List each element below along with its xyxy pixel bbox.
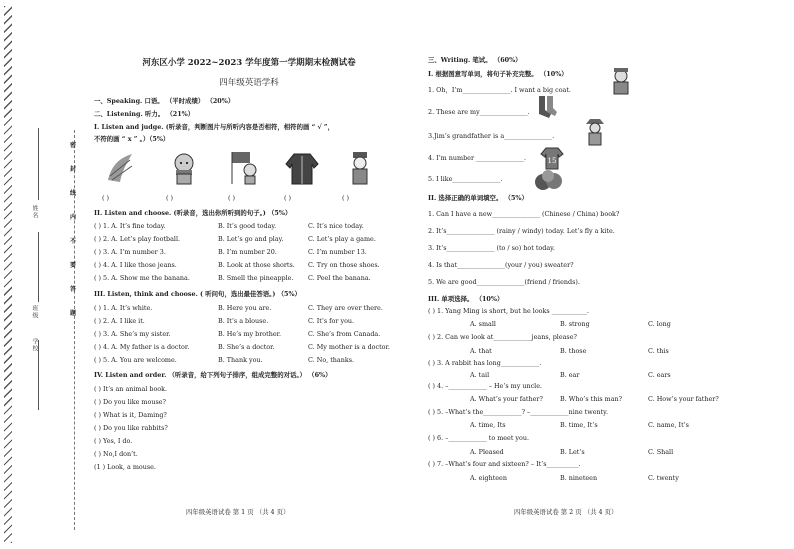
mc-option-b: B. ear <box>560 371 580 379</box>
seal-char: 要 <box>70 262 77 269</box>
mc-question: ( ) 7. –What’s four and sixteen? – It’s__________. <box>428 460 581 468</box>
name-line <box>38 128 39 200</box>
judge-answer-paren[interactable]: ( ) <box>284 194 292 202</box>
mc-option-c: C. Shall <box>648 448 674 456</box>
choose-row: ( ) 2. A. Let’s play football. <box>94 235 181 243</box>
mc-option-c: C. this <box>648 347 669 355</box>
mc-option-b: B. those <box>560 347 587 355</box>
mc-question: ( ) 3. A rabbit has long____________. <box>428 359 542 367</box>
girl-scarf-picture-icon <box>166 150 202 186</box>
number-shirt-picture-icon <box>540 146 564 170</box>
think-option-c: C. My mother is a doctor. <box>308 343 390 351</box>
judge-answer-paren[interactable]: ( ) <box>342 194 350 202</box>
choose-row: ( ) 3. A. I’m number 3. <box>94 248 166 256</box>
order-row: ( ) Do you like rabbits? <box>94 424 168 432</box>
order-row: ( ) What is it, Daming? <box>94 411 167 419</box>
word-choice-row: 2. It’s_______________ (rainy / windy) today. Let’s fly a kite. <box>428 227 615 235</box>
page-footer: 四年级英语试卷 第 2 页 （共 4 页） <box>514 508 618 516</box>
seal-char: 内 <box>70 214 77 221</box>
class-line <box>38 232 39 302</box>
think-row: ( ) 2. A. I like it. <box>94 317 145 325</box>
word-choice-row: 4. Is that_______________(your / you) sweater? <box>428 261 574 269</box>
socks-picture-icon <box>536 96 558 120</box>
wind-picture-icon <box>102 150 138 186</box>
seal-text <box>70 140 80 332</box>
order-row: ( ) It’s an animal book. <box>94 385 168 393</box>
fill-words-instruction: I. 根据图意写单词，将句子补充完整。 （10%） <box>428 70 568 78</box>
multiple-choice-instruction: III. 单项选择。 （10%） <box>428 295 504 303</box>
choose-row: ( ) 4. A. I like those jeans. <box>94 261 177 269</box>
mc-option-b: B. nineteen <box>560 474 598 482</box>
mc-option-c: C. twenty <box>648 474 679 482</box>
mc-option-a: A. small <box>470 320 496 328</box>
mc-option-a: A. eighteen <box>470 474 507 482</box>
think-row: ( ) 5. A. You are welcome. <box>94 356 177 364</box>
mc-option-b: B. strong <box>560 320 590 328</box>
policeman-picture-icon <box>342 150 378 186</box>
mc-option-b: B. time, It’s <box>560 421 598 429</box>
mc-question: ( ) 5. –What’s the____________? –____________nine twenty. <box>428 408 608 416</box>
choose-option-b: B. I’m number 20. <box>218 248 277 256</box>
mc-option-c: C. How’s your father? <box>648 395 719 403</box>
think-option-c: C. No, thanks. <box>308 356 355 364</box>
mc-option-a: A. What’s your father? <box>470 395 543 403</box>
think-option-b: B. He’s my brother. <box>218 330 282 338</box>
seal-char: 线 <box>70 190 77 197</box>
mc-question: ( ) 4. –____________ – He’s my uncle. <box>428 382 543 390</box>
choose-option-c: C. Try on those shoes. <box>308 261 380 269</box>
fill-row: 1. Oh，I’m_______________. I want a big coat. <box>428 86 571 94</box>
think-option-b: B. Thank you. <box>218 356 263 364</box>
boy-flag-picture-icon <box>228 150 264 186</box>
mc-option-c: C. name, It’s <box>648 421 689 429</box>
exam-page-2 <box>424 0 774 549</box>
exam-title: 河东区小学 2022~2023 学年度第一学期期末检测试卷 <box>142 58 356 68</box>
seal-char: 题 <box>70 310 77 317</box>
word-choice-instruction: II. 选择正确的单词填空。 （5%） <box>428 194 528 202</box>
order-row: ( ) Do you like mouse? <box>94 398 166 406</box>
think-row: ( ) 1. A. It’s white. <box>94 304 153 312</box>
order-row: (1 ) Look, a mouse. <box>94 463 156 471</box>
word-choice-row: 5. We are good_______________(friend / friends). <box>428 278 580 286</box>
think-option-b: B. It’s a blouse. <box>218 317 269 325</box>
coat-picture-icon <box>284 150 320 186</box>
think-row: ( ) 4. A. My father is a doctor. <box>94 343 190 351</box>
listen-judge-instruction: I. Listen and judge. (听录音，判断图片与所听内容是否相符，相符的画 “ √ ”， <box>94 123 334 131</box>
think-option-b: B. She’s a doctor. <box>218 343 275 351</box>
order-row: ( ) Yes, I do. <box>94 437 133 445</box>
mc-option-a: A. that <box>470 347 492 355</box>
think-option-c: C. They are over there. <box>308 304 383 312</box>
choose-option-c: C. Let’s play a game. <box>308 235 376 243</box>
think-option-c: C. It’s for you. <box>308 317 355 325</box>
exam-page-1 <box>94 0 404 549</box>
seal-char: 封 <box>70 166 77 173</box>
fill-row: 4. I’m number _______________. <box>428 154 526 162</box>
fill-row: 5. I like_______________. <box>428 175 503 183</box>
choose-option-b: B. Smell the pineapple. <box>218 274 294 282</box>
mc-question: ( ) 1. Yang Ming is short, but he looks ___________. <box>428 307 589 315</box>
cold-boy-picture-icon <box>610 68 632 96</box>
listen-choose-instruction: II. Listen and choose. (听录音，选出你所听到的句子。) （5%） <box>94 209 292 217</box>
choose-row: ( ) 5. A. Show me the banana. <box>94 274 190 282</box>
choose-option-c: C. I’m number 13. <box>308 248 367 256</box>
fill-row: 3.Jim’s grandfather is a_______________. <box>428 132 555 140</box>
listen-judge-instruction-2: 不符的画 “ x ” 。）（5%） <box>94 135 170 143</box>
section-speaking: 一、Speaking. 口语。 （平时成绩） （20%） <box>94 97 235 105</box>
mc-option-b: B. Let’s <box>560 448 585 456</box>
mc-option-c: C. ears <box>648 371 671 379</box>
seal-char: 不 <box>70 238 77 245</box>
binding-margin <box>0 0 92 549</box>
judge-answer-paren[interactable]: ( ) <box>102 194 110 202</box>
listen-order-instruction: IV. Listen and order. （听录音，给下列句子排序，组成完整的对话。） （6%） <box>94 371 332 379</box>
judge-answer-paren[interactable]: ( ) <box>166 194 174 202</box>
mc-option-c: C. long <box>648 320 671 328</box>
name-label: 姓名 <box>31 205 38 219</box>
choose-option-b: B. It’s good today. <box>218 222 277 230</box>
listen-think-instruction: III. Listen, think and choose. ( 听问句，选出最佳答语。) （5%） <box>94 290 301 298</box>
school-label: 学校 <box>31 338 38 352</box>
choose-row: ( ) 1. A. It’s fine today. <box>94 222 166 230</box>
class-label: 班级 <box>31 305 38 319</box>
choose-option-c: C. It’s nice today. <box>308 222 364 230</box>
fill-row: 2. These are my_______________. <box>428 108 530 116</box>
choose-option-b: B. Look at those shorts. <box>218 261 295 269</box>
think-row: ( ) 3. A. She’s my sister. <box>94 330 171 338</box>
choose-option-c: C. Peel the banana. <box>308 274 371 282</box>
section-writing: 三、Writing. 笔试。 （60%） <box>428 56 522 64</box>
mc-option-a: A. Pleased <box>470 448 504 456</box>
think-option-b: B. Here you are. <box>218 304 272 312</box>
mc-question: ( ) 2. Can we look at____________jeans, please? <box>428 333 577 341</box>
section-listening: 二、Listening. 听力。 （21%） <box>94 110 195 118</box>
think-option-c: C. She’s from Canada. <box>308 330 381 338</box>
order-row: ( ) No,I don’t. <box>94 450 138 458</box>
tomatoes-picture-icon <box>534 168 564 192</box>
judge-pictures <box>94 150 394 192</box>
farmer-picture-icon <box>584 118 606 146</box>
seal-char: 密 <box>70 142 77 149</box>
svg-text:15: 15 <box>547 157 557 165</box>
mc-question: ( ) 6. –____________ to meet you. <box>428 434 530 442</box>
exam-subtitle: 四年级英语学科 <box>219 78 279 88</box>
word-choice-row: 3. It’s_______________ (to / so) hot today. <box>428 244 555 252</box>
mc-option-a: A. time, Its <box>470 421 506 429</box>
mc-option-b: B. Who’s this man? <box>560 395 623 403</box>
mc-option-a: A. tail <box>470 371 490 379</box>
choose-option-b: B. Let’s go and play. <box>218 235 284 243</box>
word-choice-row: 1. Can I have a new_______________ (Chinese / China) book? <box>428 210 620 218</box>
judge-answer-paren[interactable]: ( ) <box>228 194 236 202</box>
page-footer: 四年级英语试卷 第 1 页 （共 4 页） <box>186 508 290 516</box>
binding-zigzag <box>4 6 12 543</box>
seal-char: 答 <box>70 286 77 293</box>
